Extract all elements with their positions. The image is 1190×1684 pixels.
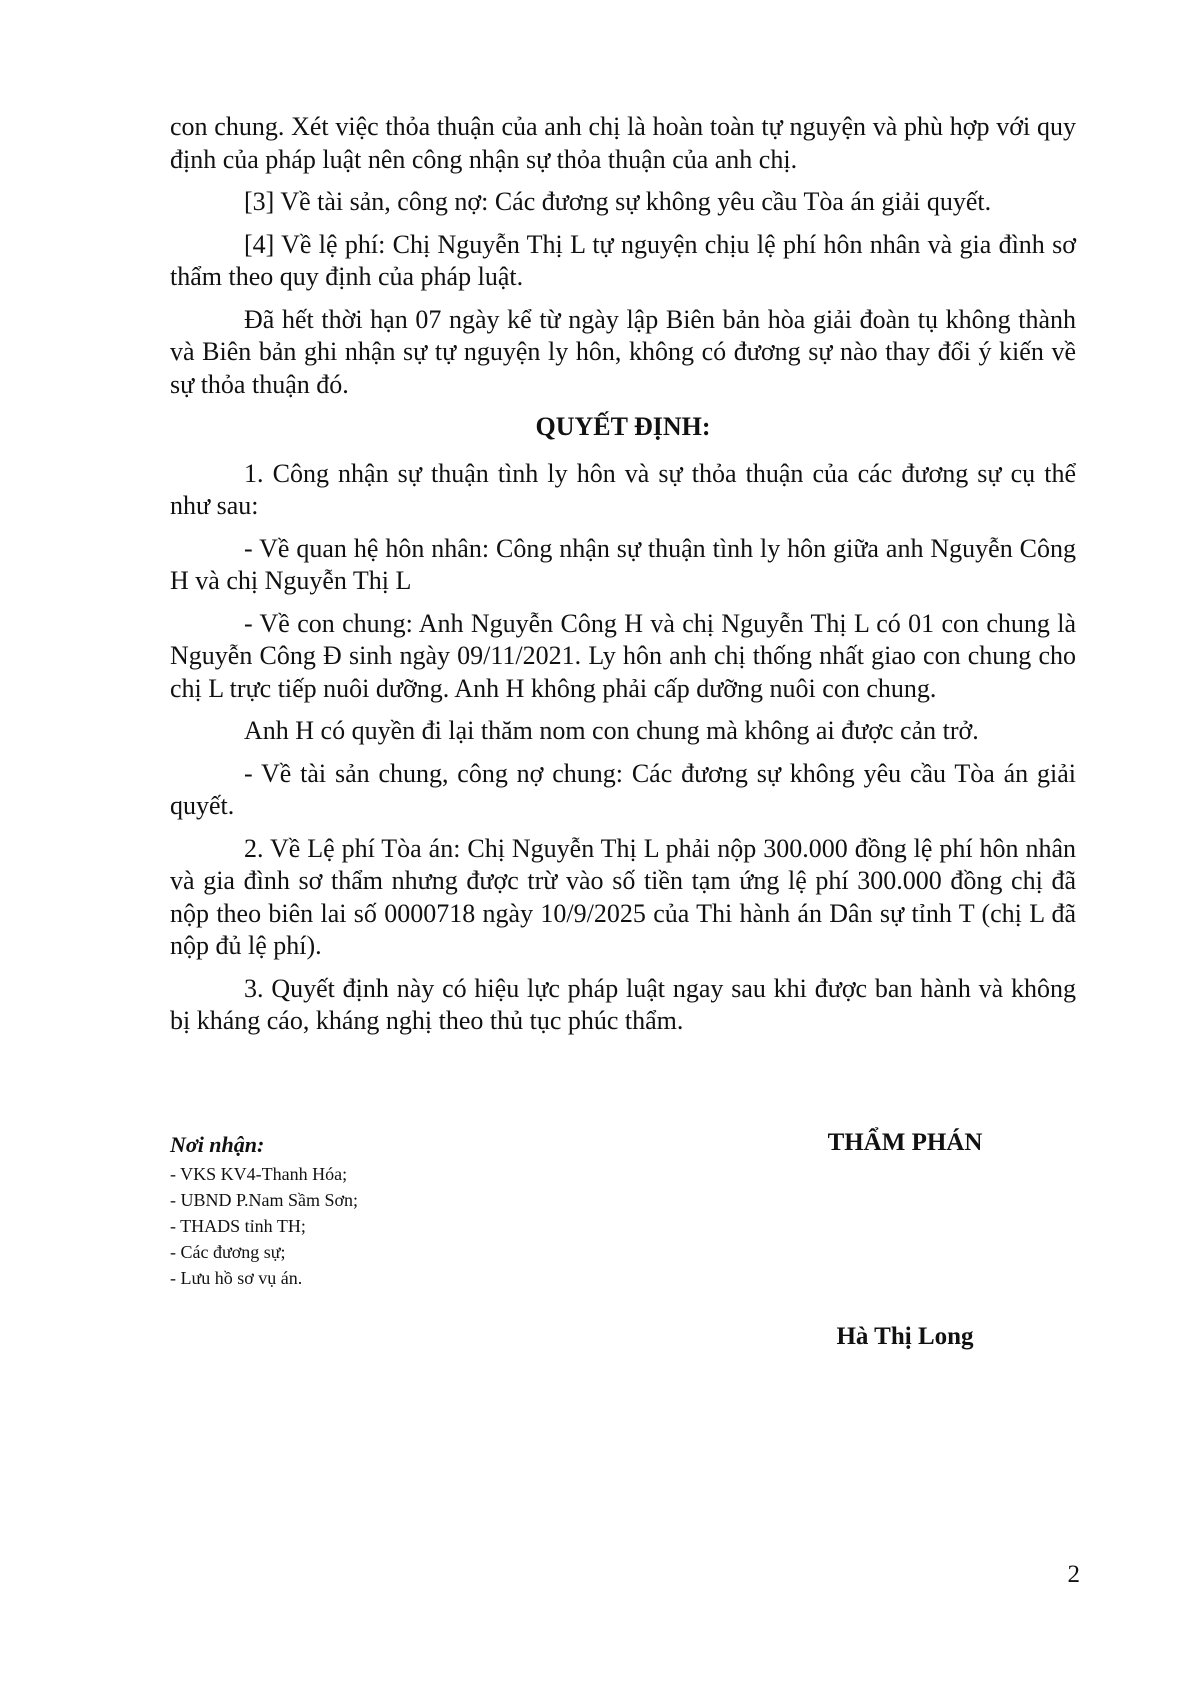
- paragraph-deadline: Đã hết thời hạn 07 ngày kể từ ngày lập Biên bản hòa giải đoàn tụ không thành và Biên bản ghi nhận sự tự nguyện ly hôn, không có đương sự nào thay đổi ý kiến về sự thỏa thuận đó.: [170, 304, 1076, 399]
- recipient-item: - Các đương sự;: [170, 1242, 286, 1262]
- judge-name: Hà Thị Long: [836, 1323, 974, 1350]
- decision-property: - Về tài sản chung, công nợ chung: Các đương sự không yêu cầu Tòa án giải quyết.: [170, 758, 1076, 820]
- page-number: 2: [1067, 1561, 1080, 1588]
- decision-marriage: - Về quan hệ hôn nhân: Công nhận sự thuận tình ly hôn giữa anh Nguyễn Công H và chị Nguyễn Thị L: [170, 533, 1076, 595]
- recipients-list: [170, 1161, 590, 1291]
- decision-item-2-fees: 2. Về Lệ phí Tòa án: Chị Nguyễn Thị L phải nộp 300.000 đồng lệ phí hôn nhân và gia đình sơ thẩm nhưng được trừ vào số tiền tạm ứng lệ phí 300.000 đồng chị đã nộp theo biên lai số 0000718 ngày 10/9/2025 của Thi hành án Dân sự tỉnh T (chị L đã nộp đủ lệ phí).: [170, 833, 1076, 960]
- decision-visitation: Anh H có quyền đi lại thăm nom con chung mà không ai được cản trở.: [244, 716, 979, 745]
- paragraph-continuation: con chung. Xét việc thỏa thuận của anh chị là hoàn toàn tự nguyện và phù hợp với quy định của pháp luật nên công nhận sự thỏa thuận của anh chị.: [170, 112, 1076, 174]
- decision-children: - Về con chung: Anh Nguyễn Công H và chị Nguyễn Thị L có 01 con chung là Nguyễn Công Đ sinh ngày 09/11/2021. Ly hôn anh chị thống nhất giao con chung cho chị L trực tiếp nuôi dưỡng. Anh H không phải cấp dưỡng nuôi con chung.: [170, 608, 1076, 703]
- paragraph-fees: [4] Về lệ phí: Chị Nguyễn Thị L tự nguyện chịu lệ phí hôn nhân và gia đình sơ thẩm theo quy định của pháp luật.: [170, 229, 1076, 291]
- document-body: [170, 111, 1076, 1048]
- recipient-item: - VKS KV4-Thanh Hóa;: [170, 1164, 348, 1184]
- decision-item-1: 1. Công nhận sự thuận tình ly hôn và sự thỏa thuận của các đương sự cụ thể như sau:: [170, 458, 1076, 520]
- recipients-block: [170, 1131, 590, 1291]
- recipient-item: - Lưu hồ sơ vụ án.: [170, 1268, 303, 1288]
- judge-title: THẨM PHÁN: [827, 1129, 983, 1156]
- paragraph-assets: [3] Về tài sản, công nợ: Các đương sự không yêu cầu Tòa án giải quyết.: [244, 187, 992, 216]
- recipient-item: - UBND P.Nam Sầm Sơn;: [170, 1190, 359, 1210]
- decision-heading: QUYẾT ĐỊNH:: [535, 412, 711, 441]
- recipient-item: - THADS tỉnh TH;: [170, 1216, 306, 1236]
- recipients-title: Nơi nhận:: [170, 1132, 265, 1157]
- decision-item-3-effect: 3. Quyết định này có hiệu lực pháp luật ngay sau khi được ban hành và không bị kháng cáo, kháng nghị theo thủ tục phúc thẩm.: [170, 973, 1076, 1035]
